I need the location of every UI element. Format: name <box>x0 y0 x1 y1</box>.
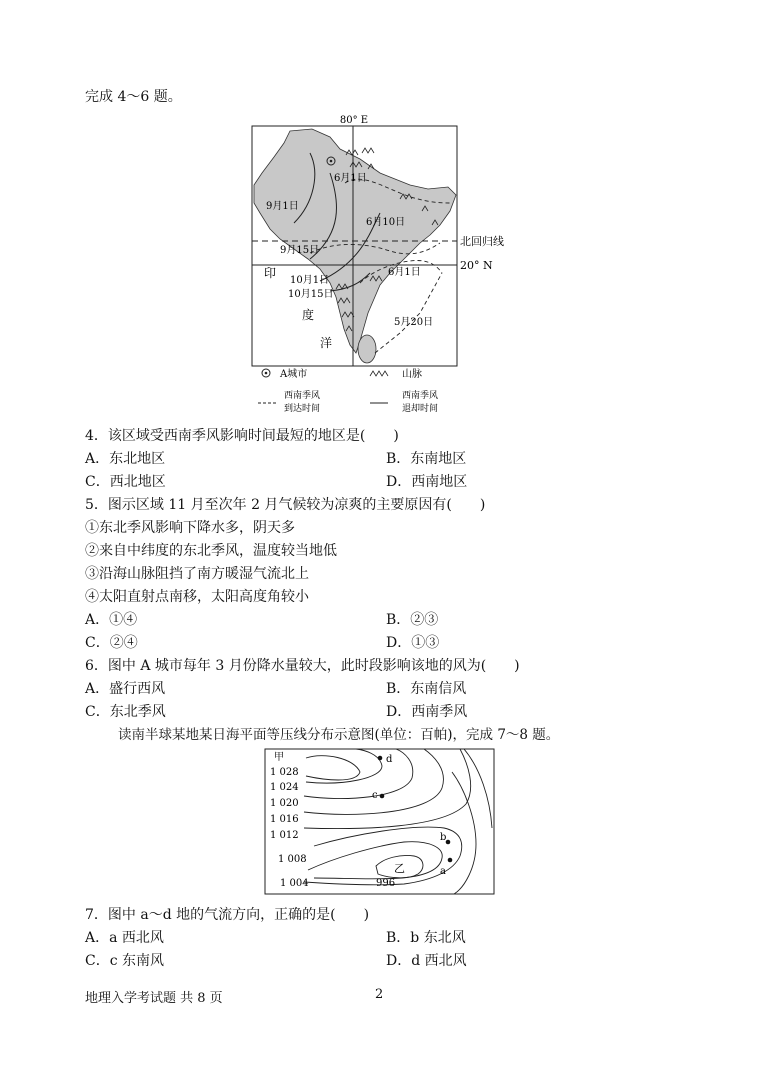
date-sep15: 9月15日 <box>280 245 320 256</box>
q5-option-c[interactable]: C．②④ <box>85 635 138 651</box>
q6-option-c[interactable]: C．东北季风 <box>85 704 166 720</box>
q4-option-d[interactable]: D．西南地区 <box>386 474 468 490</box>
iso-1024: 1 024 <box>270 782 299 793</box>
date-sep1: 9月1日 <box>266 201 299 212</box>
point-b: b <box>440 832 447 843</box>
low-label: 乙 <box>394 862 405 875</box>
monsoon-map <box>250 113 515 420</box>
q4-option-c[interactable]: C．西北地区 <box>85 474 166 490</box>
date-jun10: 6月10日 <box>366 217 406 228</box>
intro2-text: 读南半球某地某日海平面等压线分布示意图(单位：百帕)，完成 7～8 题。 <box>118 727 560 743</box>
date-jun1: 6月1日 <box>334 173 367 184</box>
q7-option-a[interactable]: A．a 西北风 <box>85 930 164 946</box>
page-number: 2 <box>375 987 384 1002</box>
map-legend <box>258 367 438 414</box>
legend-retreat-2: 退却时间 <box>402 404 439 414</box>
legend-city: A城市 <box>280 369 308 380</box>
q7-option-b[interactable]: B．b 东北风 <box>386 930 466 946</box>
ocean-char-3: 洋 <box>320 336 333 350</box>
legend-arrive-1: 西南季风 <box>284 391 321 401</box>
footer-title: 地理入学考试题 共 8 页 <box>85 991 223 1006</box>
label-jia: 甲 <box>274 752 284 763</box>
q5-statement-4: ④太阳直射点南移，太阳高度角较小 <box>85 589 309 605</box>
low-value: 996 <box>376 878 396 889</box>
q6-option-b[interactable]: B．东南信风 <box>386 681 467 697</box>
tropic-label: 北回归线 <box>460 235 504 248</box>
q6-stem: 6．图中 A 城市每年 3 月份降水量较大，此时段影响该地的风为( ) <box>85 658 520 674</box>
legend-retreat-1: 西南季风 <box>402 391 439 401</box>
ocean-char-1: 印 <box>264 266 277 280</box>
point-a: a <box>440 866 446 877</box>
iso-1016: 1 016 <box>270 814 299 825</box>
q6-option-d[interactable]: D．西南季风 <box>386 704 468 720</box>
isobar-map <box>264 748 496 896</box>
legend-mountain: 山脉 <box>402 369 422 380</box>
q5-statement-1: ①东北季风影响下降水多，阴天多 <box>85 520 295 536</box>
q5-option-a[interactable]: A．①④ <box>85 612 138 628</box>
intro-text: 完成 4～6 题。 <box>85 89 182 105</box>
point-d: d <box>386 754 393 765</box>
q4-option-a[interactable]: A．东北地区 <box>85 451 166 467</box>
q5-statement-3: ③沿海山脉阻挡了南方暖湿气流北上 <box>85 566 309 582</box>
q7-stem: 7．图中 a～d 地的气流方向，正确的是( ) <box>85 907 370 923</box>
q5-option-d[interactable]: D．①③ <box>386 635 440 651</box>
q5-option-b[interactable]: B．②③ <box>386 612 439 628</box>
q7-option-c[interactable]: C．c 东南风 <box>85 953 165 969</box>
meridian-label: 80° E <box>339 115 369 126</box>
iso-1020: 1 020 <box>270 798 299 809</box>
q7-option-d[interactable]: D．d 西北风 <box>386 953 467 969</box>
date-jun1b: 6月1日 <box>388 267 421 278</box>
date-may20: 5月20日 <box>394 317 434 328</box>
iso-1012: 1 012 <box>270 830 299 841</box>
q5-statement-2: ②来自中纬度的东北季风，温度较当地低 <box>85 543 337 559</box>
ocean-char-2: 度 <box>302 308 315 322</box>
q6-option-a[interactable]: A．盛行西风 <box>85 681 166 697</box>
lat20-label: 20° N <box>460 259 493 272</box>
date-oct15: 10月15日 <box>288 289 334 300</box>
point-c: c <box>372 790 378 801</box>
iso-1004: 1 004 <box>280 878 309 889</box>
q5-stem: 5．图示区域 11 月至次年 2 月气候较为凉爽的主要原因有( ) <box>85 497 486 513</box>
iso-1008: 1 008 <box>278 854 307 865</box>
date-oct1: 10月1日 <box>290 275 330 286</box>
iso-1028: 1 028 <box>270 767 299 778</box>
q4-stem: 4．该区域受西南季风影响时间最短的地区是( ) <box>85 428 399 444</box>
legend-arrive-2: 到达时间 <box>284 404 321 414</box>
q4-option-b[interactable]: B．东南地区 <box>386 451 467 467</box>
